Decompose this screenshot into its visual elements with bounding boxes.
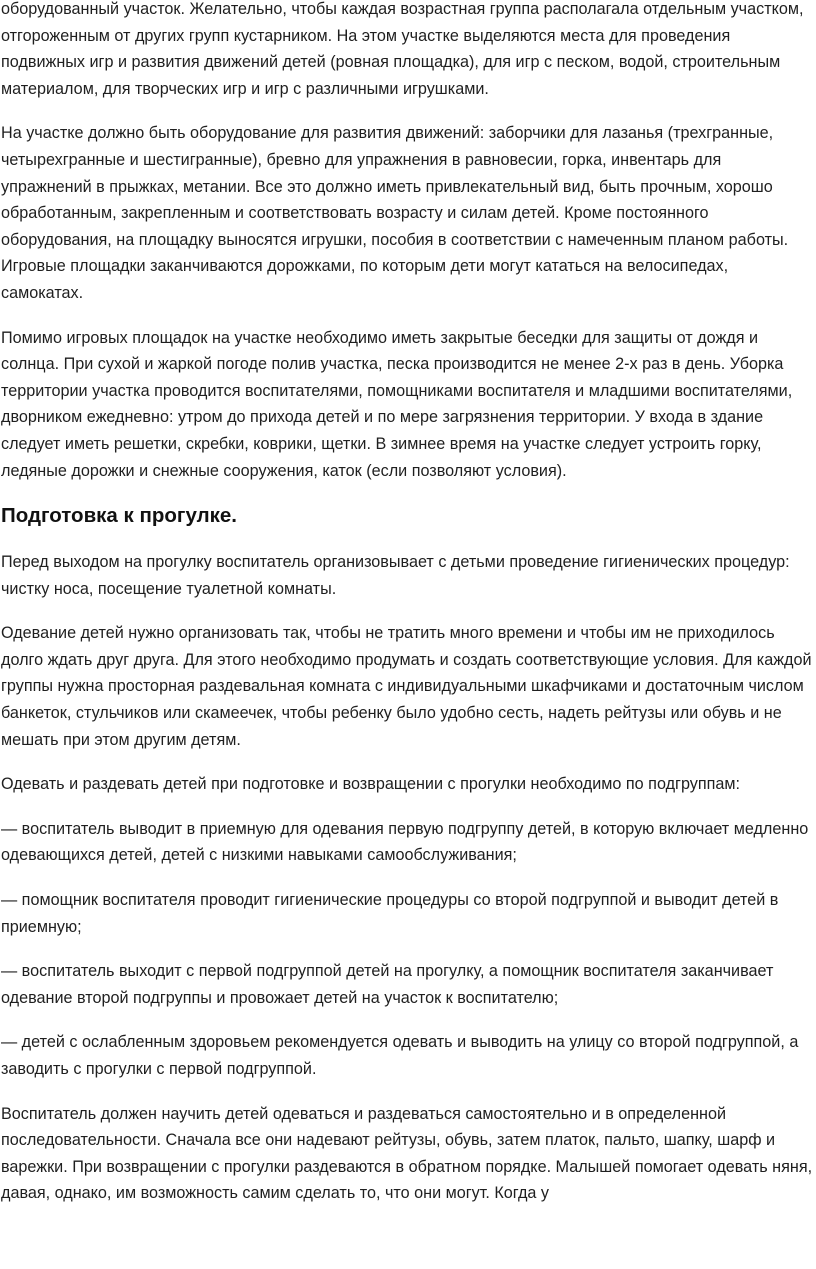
paragraph-site-maintenance: Помимо игровых площадок на участке необходимо иметь закрытые беседки для защиты от дождя и солнца. При сухой и жаркой погоде полив участка, песка производится не менее 2-х раз в день. Уборка территории участка проводится воспитателями, помощниками воспитателя и младшими воспитателями, дворником ежедневно: утром до прихода детей и по мере загрязнения территории. У входа в здание следует иметь решетки, скребки, коврики, щетки. В зимнее время на участке следует устроить горку, ледяные дорожки и снежные сооружения, каток (если позволяют условия). [1,328,793,480]
paragraph-equipment: На участке должно быть оборудование для развития движений: заборчики для лазанья (трехгранные, четырехгранные и шестигранные), бревно для упражнения в равновесии, горка, инвентарь для упражнений в прыжках, метании. Все это должно иметь привлекательный вид, быть прочным, хорошо обработанным, закрепленным и соответствовать возрасту и силам детей. Кроме постоянного оборудования, на площадку выносятся игрушки, пособия в соответствии с намеченным планом работы. Игровые площадки заканчиваются дорожками, по которым дети могут кататься на велосипедах, самокатах. [1,124,789,302]
paragraph-subgroups-intro: Одевать и раздевать детей при подготовке и возвращении с прогулки необходимо по подгруппам: [1,775,741,794]
list-item-weak-health: — детей с ослабленным здоровьем рекомендуется одевать и выводить на улицу со второй подгруппой, а заводить с прогулки с первой подгруппой. [1,1033,799,1078]
list-item-first-subgroup: — воспитатель выводит в приемную для одевания первую подгруппу детей, в которую включает медленно одевающихся детей, детей с низкими навыками самообслуживания; [1,819,809,865]
paragraph-dressing-order: Воспитатель должен научить детей одеваться и раздеваться самостоятельно и в определенной последовательности. Сначала все они надевают рейтузы, обувь, затем платок, пальто, шапку, шарф и варежки. При возвращении с прогулки раздеваются в обратном порядке. Малышей помогает одевать няня, давая, однако, им возможность самим сделать то, что они могут. Когда у [1,1104,813,1203]
paragraph-hygiene: Перед выходом на прогулку воспитатель организовывает с детьми проведение гигиенических процедур: чистку носа, посещение туалетной комнаты. [1,553,790,598]
paragraph-site-zones: оборудованный участок. Желательно, чтобы каждая возрастная группа располагала отдельным участком, отгороженным от других групп кустарником. На этом участке выделяются места для проведения подвижных игр и развития движений детей (ровная площадка), для игр с песком, водой, строительным материалом, для творческих игр и игр с различными игрушками. [1,0,804,98]
section-heading: Подготовка к прогулке. [1,504,237,528]
paragraph-dressing-organization: Одевание детей нужно организовать так, чтобы не тратить много времени и чтобы им не приходилось долго ждать друг друга. Для этого необходимо продумать и создать соответствующие условия. Для каждой группы нужна просторная раздевальная комната с индивидуальными шкафчиками и достаточным числом банкеток, стульчиков или скамеечек, чтобы ребенку было удобно сесть, надеть рейтузы или обувь и не мешать при этом другим детям. [1,624,812,749]
list-item-assistant-hygiene: — помощник воспитателя проводит гигиенические процедуры со второй подгруппой и выводит детей в приемную; [1,891,779,936]
list-item-going-out: — воспитатель выходит с первой подгруппой детей на прогулку, а помощник воспитателя заканчивает одевание второй подгруппы и провожает детей на участок к воспитателю; [1,962,774,1007]
